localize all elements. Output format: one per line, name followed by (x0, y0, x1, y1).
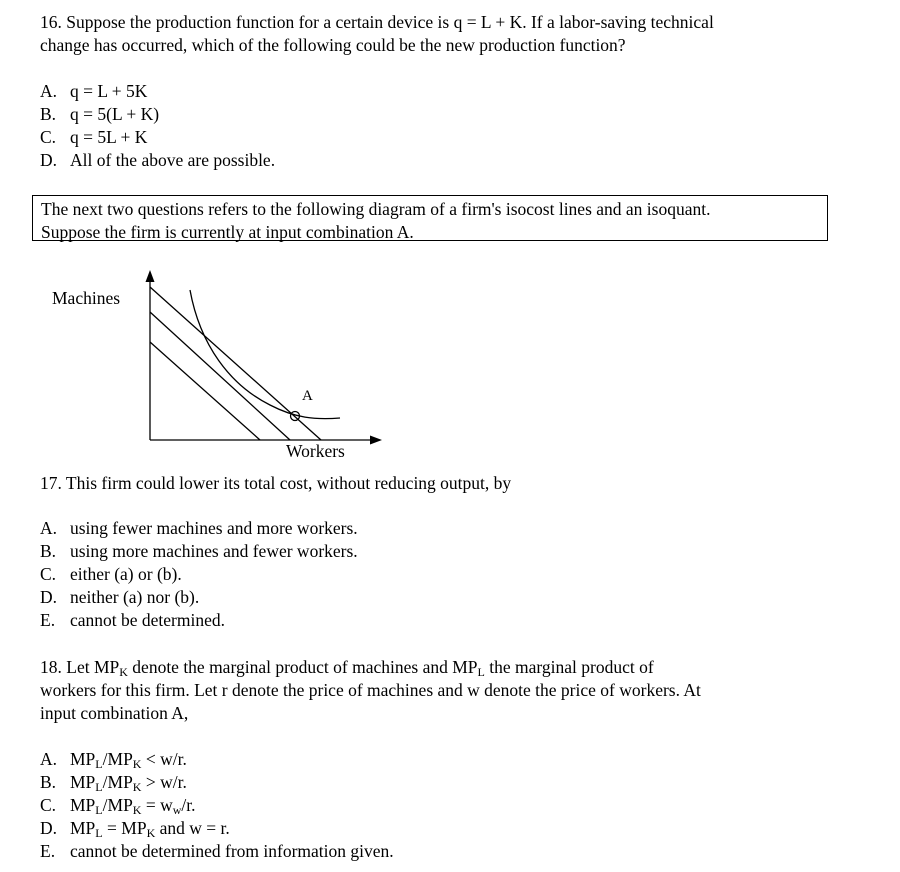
point-a-label: A (302, 388, 313, 404)
x-axis-arrowhead (370, 436, 382, 445)
q16-option-b: B. q = 5(L + K) (40, 104, 160, 124)
q16-option-a: A. q = L + 5K (40, 81, 148, 101)
y-axis-label: Machines (52, 288, 121, 308)
q17-option-d: D. neither (a) nor (b). (40, 587, 200, 607)
q18-option-d: D. $MP_L = MP_K$ and w = r. (40, 818, 230, 840)
q18-option-b: B. $MP_L/MP_K > w/r$. (40, 772, 187, 794)
q16-option-d: D. All of the above are possible. (40, 150, 276, 170)
intro-box-line1: The next two questions refers to the following diagram of a firm's isocost lines and an isoquant. (41, 199, 711, 219)
q18-option-a: A. $MP_L/MP_K < w/r$. (40, 749, 187, 771)
intro-box-line2: Suppose the firm is currently at input combination A. (41, 222, 414, 242)
q17-option-c: C. either (a) or (b). (40, 564, 182, 584)
q16-stem-line1: 16. Suppose the production function for a certain device is q = L + K. If a labor-saving technical (40, 12, 714, 32)
x-axis-label: Workers (286, 441, 345, 461)
q17-option-a: A. using fewer machines and more workers. (40, 518, 358, 538)
isocost-line-middle (150, 312, 290, 440)
q17-stem: 17. This firm could lower its total cost, without reducing output, by (40, 473, 512, 493)
intro-box (32, 195, 828, 241)
q17-option-e: E. cannot be determined. (40, 610, 226, 630)
q18-stem-line3: input combination A, (40, 703, 189, 723)
q16-option-c: C. q = 5L + K (40, 127, 148, 147)
q18-option-c: C. $MP_L/MP_K = w_w/r$. (40, 795, 196, 817)
q16-stem-line2: change has occurred, which of the following could be the new production function? (40, 35, 626, 55)
q17-option-b: B. using more machines and fewer workers. (40, 541, 358, 561)
q18-option-e: E. cannot be determined from information given. (40, 841, 394, 861)
q18-stem-line2: workers for this firm. Let r denote the price of machines and w denote the price of workers. At (40, 680, 701, 700)
isocost-line-outer (150, 287, 321, 440)
isoquant-curve (190, 290, 340, 419)
isocost-line-inner (150, 342, 260, 440)
q18-stem-line1: 18. Let $MP_K$ denote the marginal product of machines and $MP_L$ the marginal product of (40, 657, 654, 679)
y-axis-arrowhead (146, 270, 155, 282)
